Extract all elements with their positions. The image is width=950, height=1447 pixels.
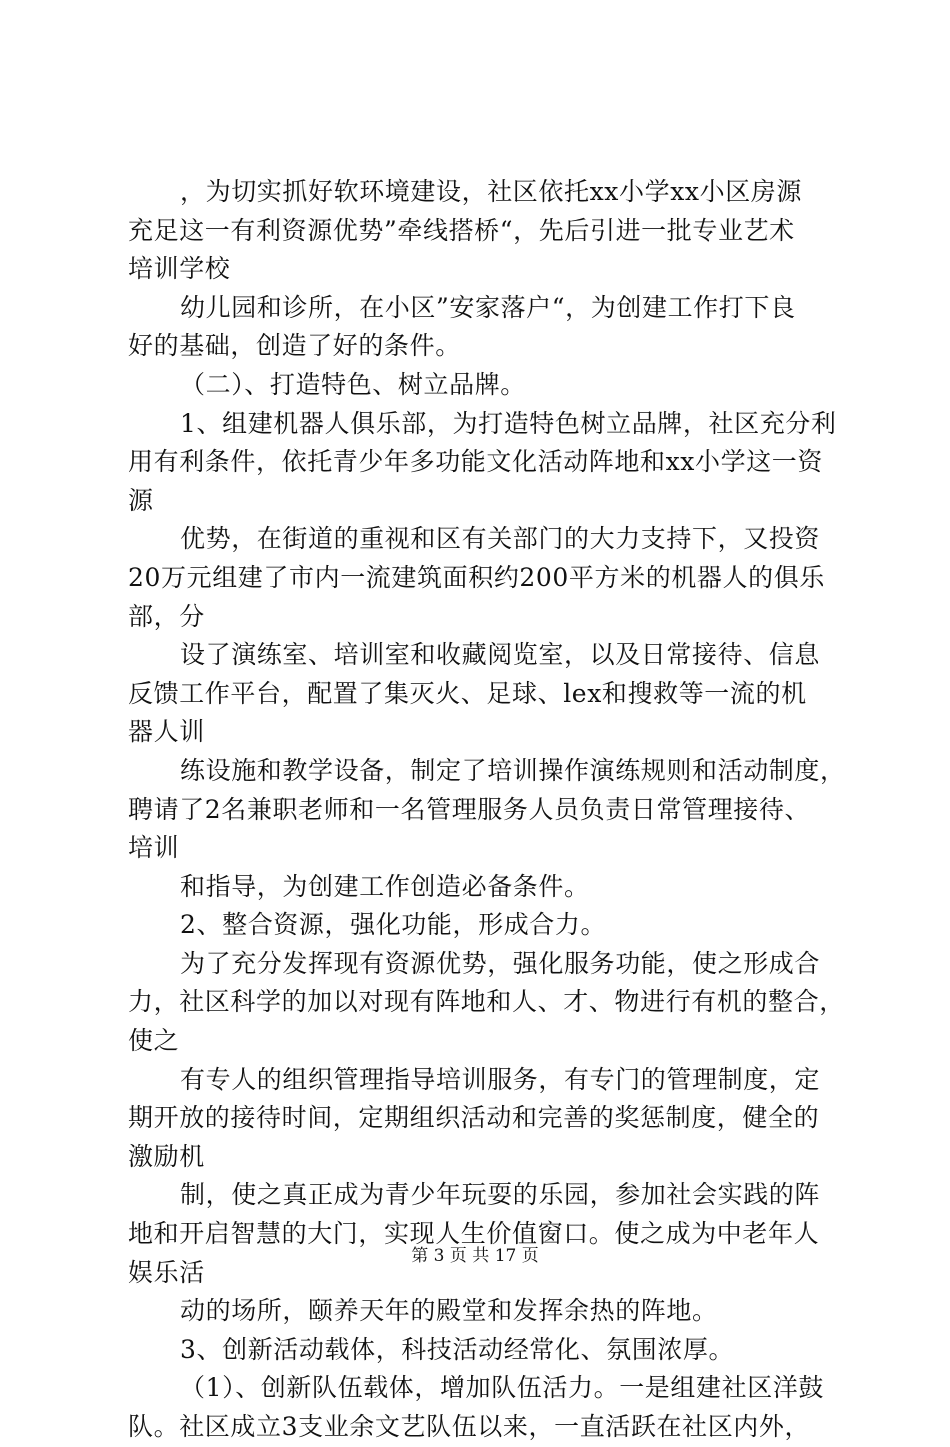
text-line: 和指导，为创建工作创造必备条件。 [180,871,590,901]
text-line: 反馈工作平台，配置了集灭火、足球、lex和搜救等一流的机 [128,678,807,708]
text-line: 队。社区成立3支业余文艺队伍以来，一直活跃在社区内外， [128,1412,811,1441]
text-line: 优势，在街道的重视和区有关部门的大力支持下，又投资 [180,524,821,554]
text-line: 动的场所，颐养天年的殿堂和发挥余热的阵地。 [180,1296,718,1326]
text-line: ，为切实抓好软环境建设，社区依托xx小学xx小区房源 [180,177,802,206]
text-line: 期开放的接待时间，定期组织活动和完善的奖惩制度，健全的 [128,1103,820,1133]
text-line: 3、创新活动载体，科技活动经常化、氛围浓厚。 [180,1334,735,1364]
text-line: 幼儿园和诊所，在小区”安家落户“，为创建工作打下良 [180,292,796,322]
text-line: 好的基础，创造了好的条件。 [128,331,461,361]
text-line: （1）、创新队伍载体，增加队伍活力。一是组建社区洋鼓 [180,1373,825,1403]
text-line: 培训学校 [128,254,231,284]
text-line: 有专人的组织管理指导培训服务，有专门的管理制度，定 [180,1064,821,1094]
text-line: 地和开启智慧的大门，实现人生价值窗口。使之成为中老年人 [128,1219,820,1249]
text-line: 部，分 [128,601,205,631]
text-line: 聘请了2名兼职老师和一名管理服务人员负责日常管理接待、 [128,794,811,824]
text-line: 用有利条件，依托青少年多功能文化活动阵地和xx小学这一资 [128,447,824,477]
text-line: 为了充分发挥现有资源优势，强化服务功能，使之形成合 [180,948,821,978]
text-line: 20万元组建了市内一流建筑面积约200平方米的机器人的俱乐 [128,562,825,592]
text-line: 制，使之真正成为青少年玩耍的乐园，参加社会实践的阵 [180,1180,821,1210]
text-line: 力，社区科学的加以对现有阵地和人、才、物进行有机的整合， [128,987,845,1017]
text-line: 1、组建机器人俱乐部，为打造特色树立品牌，社区充分利 [180,408,837,438]
text-line: 培训 [128,833,180,863]
text-line: 练设施和教学设备，制定了培训操作演练规则和活动制度， [180,755,846,785]
text-line: 设了演练室、培训室和收藏阅览室，以及日常接待、信息 [180,640,821,670]
text-line: （二）、打造特色、树立品牌。 [180,369,526,399]
text-line: 使之 [128,1026,180,1056]
text-line: 源 [128,485,154,515]
text-line: 2、整合资源，强化功能，形成合力。 [180,910,607,940]
text-line: 充足这一有利资源优势”牵线搭桥“，先后引进一批专业艺术 [128,215,795,245]
page-footer: 第 3 页 共 17 页 [411,1246,539,1266]
text-line: 娱乐活 [128,1257,205,1287]
text-line: 激励机 [128,1141,205,1171]
text-line: 器人训 [128,717,205,747]
